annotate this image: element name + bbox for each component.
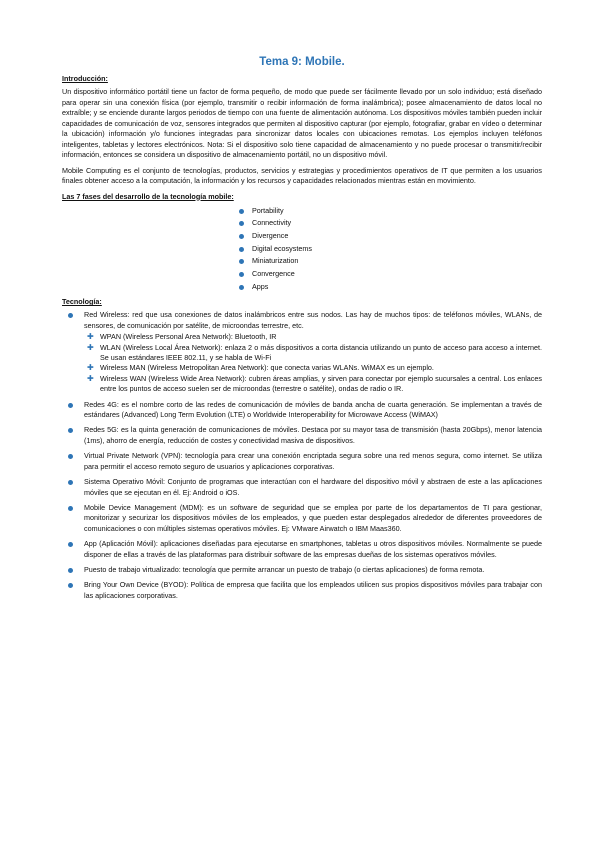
bullet-icon xyxy=(68,480,73,485)
tech-item-text: Bring Your Own Device (BYOD): Política de empresa que facilita que los empleados utilicen sus propios dispositivos móviles para trabajar con las aplicaciones corporativas. xyxy=(84,580,542,600)
bullet-icon xyxy=(68,583,73,588)
bullet-icon xyxy=(68,506,73,511)
phase-item xyxy=(239,230,542,243)
tech-subitem-text: WPAN (Wireless Personal Area Network): Bluetooth, IR xyxy=(100,332,277,342)
phase-item-label: Apps xyxy=(252,281,269,291)
tech-item xyxy=(62,425,542,446)
tech-item-text: App (Aplicación Móvil): aplicaciones diseñadas para ejecutarse en smartphones, tabletas u otros dispositivos móviles. Normalmente se puede disponer de ellas a través de las plataformas para distribuir software de las empresas dueñas de los sistemas operativos móviles. xyxy=(84,539,542,559)
phase-item-label: Convergence xyxy=(252,269,295,279)
tech-item xyxy=(62,451,542,472)
cross-bullet-icon: ✚ xyxy=(87,363,94,373)
tech-list xyxy=(62,310,542,601)
tech-item xyxy=(62,477,542,498)
phase-item xyxy=(239,255,542,268)
tech-item xyxy=(62,400,542,421)
tech-item-text: Redes 4G: es el nombre corto de las redes de comunicación de móviles de banda ancha de cuarta generación. Se implementan a través de estándares (Advanced) Long Term Evolution (LTE) o Worldwide Interoperability for Microwave Access (WiMAX) xyxy=(84,399,542,420)
cross-bullet-icon: ✚ xyxy=(87,342,94,352)
phase-item xyxy=(239,205,542,218)
tech-item-text: Mobile Device Management (MDM): es un software de seguridad que se emplea por parte de los departamentos de TI para gestionar, monitorizar y securizar los dispositivos móviles de los empleados, y que pueden estar desplegados alrededor de diferentes proveedores de comunicaciones o con múltiples sistemas operativos móviles. Ej: VMware Airwatch o IBM Maas360. xyxy=(84,502,542,533)
bullet-icon xyxy=(239,285,244,290)
tech-item xyxy=(62,539,542,560)
phase-item xyxy=(239,243,542,256)
tech-item-text: Sistema Operativo Móvil: Conjunto de programas que interactúan con el hardware del dispositivo móvil y abstraen de este a las aplicaciones móviles que se ejecutan en él. Ej: Android o iOS. xyxy=(84,477,542,497)
tech-item-text: Redes 5G: es la quinta generación de comunicaciones de móviles. Destaca por su mayor tasa de transmisión (hasta 20Gbps), menor latencia (1ms), ahorro de energía, reducción de costes y conectividad masiva de dispositivos. xyxy=(84,425,542,445)
phases-heading: Las 7 fases del desarrollo de la tecnología mobile: xyxy=(62,191,234,201)
bullet-icon xyxy=(68,403,73,408)
cross-bullet-icon: ✚ xyxy=(87,373,94,383)
tech-item-text: Red Wireless: red que usa conexiones de datos inalámbricos entre sus nodos. Las hay de muchos tipos: de teléfonos móviles, WLANs, de sensores, de comunicación por satélite, de microondas terrestre, etc. xyxy=(84,310,542,330)
bullet-icon xyxy=(68,313,73,318)
bullet-icon xyxy=(239,272,244,277)
phase-item-label: Digital ecosystems xyxy=(252,243,312,253)
bullet-icon xyxy=(239,234,244,239)
bullet-icon xyxy=(68,542,73,547)
intro-paragraph-2: Mobile Computing es el conjunto de tecnologías, productos, servicios y estrategias y procedimientos operativos de IT que permiten a los usuarios finales obtener acceso a la computación, la información y los recursos y capacidades relacionados mientras están en movimiento. xyxy=(62,165,542,185)
tech-item xyxy=(62,310,542,394)
tech-subitem xyxy=(84,343,542,364)
bullet-icon xyxy=(239,209,244,214)
tech-subitem xyxy=(84,363,542,373)
bullet-icon xyxy=(68,568,73,573)
intro-heading: Introducción: xyxy=(62,74,108,83)
bullet-icon xyxy=(239,221,244,226)
phase-item-label: Miniaturization xyxy=(252,256,299,266)
tech-item-text: Puesto de trabajo virtualizado: tecnología que permite arrancar un puesto de trabajo (o ciertas aplicaciones) de forma remota. xyxy=(84,564,485,574)
tech-subitem-text: Wireless MAN (Wireless Metropolitan Area Network): que conecta varias WLANs. WiMAX es un ejemplo. xyxy=(100,363,434,373)
tech-subitem xyxy=(84,374,542,395)
bullet-icon xyxy=(239,247,244,252)
document-page xyxy=(62,56,542,606)
tech-subitem-text: Wireless WAN (Wireless Wide Area Network): cubren áreas amplias, y sirven para conectar por ejemplo sucursales a central. Los enlaces entre los puntos de acceso suelen ser de microondas (terrestre o satélite), ondas de radio o IR. xyxy=(100,373,542,394)
tech-subitem-text: WLAN (Wireless Local Área Network): enlaza 2 o más dispositivos a corta distancia utilizando un punto de acceso para acceso a internet. Se usan estándares IEEE 802.11, y se habla de Wi-Fi xyxy=(100,342,542,363)
bullet-icon xyxy=(68,428,73,433)
bullet-icon xyxy=(68,454,73,459)
phase-item-label: Divergence xyxy=(252,230,289,240)
phase-item xyxy=(239,217,542,230)
phase-item xyxy=(239,281,542,294)
phase-item xyxy=(239,268,542,281)
bullet-icon xyxy=(239,259,244,264)
phases-list xyxy=(62,205,542,294)
tech-heading: Tecnología: xyxy=(62,297,102,307)
tech-sublist xyxy=(84,332,542,394)
tech-item-text: Virtual Private Network (VPN): tecnología para crear una conexión encriptada segura sobre una red menos segura, como internet. Se utiliza para permitir el acceso remoto seguro de usuarios y aplicaciones corporativas. xyxy=(84,451,542,471)
phase-item-label: Connectivity xyxy=(252,218,292,228)
intro-paragraph-1: Un dispositivo informático portátil tiene un factor de forma pequeño, de modo que puede ser fácilmente llevado por un solo individuo; está diseñado para operar sin una conexión física (por ejemplo, transmitir o recibir información de forma inalámbrica); posee almacenamiento de datos local no extraíble; y se enciende durante largos periodos de tiempo con una fuente de alimentación autónoma. Los dispositivos móviles también pueden incluir capacidades de comunicación de voz, sensores integrados que permiten al dispositivo capturar (por ejemplo, fotografiar, grabar en vídeo o determinar la ubicación) información y/o funciones integradas para sincronizar datos locales con ubicaciones remotas. Los ejemplos incluyen teléfonos inteligentes, tabletas y lectores electrónicos. Nota: Si el dispositivo solo tiene capacidad de almacenamiento y no puede procesar o transmitir/recibir información, entonces se considera un dispositivo de almacenamiento portátil, no un dispositivo móvil. xyxy=(62,87,542,159)
page-title: Tema 9: Mobile. xyxy=(259,56,345,68)
tech-subitem xyxy=(84,332,542,342)
tech-item xyxy=(62,580,542,601)
phase-item-label: Portability xyxy=(252,205,284,215)
cross-bullet-icon: ✚ xyxy=(87,332,94,342)
tech-item xyxy=(62,565,542,575)
tech-item xyxy=(62,503,542,534)
